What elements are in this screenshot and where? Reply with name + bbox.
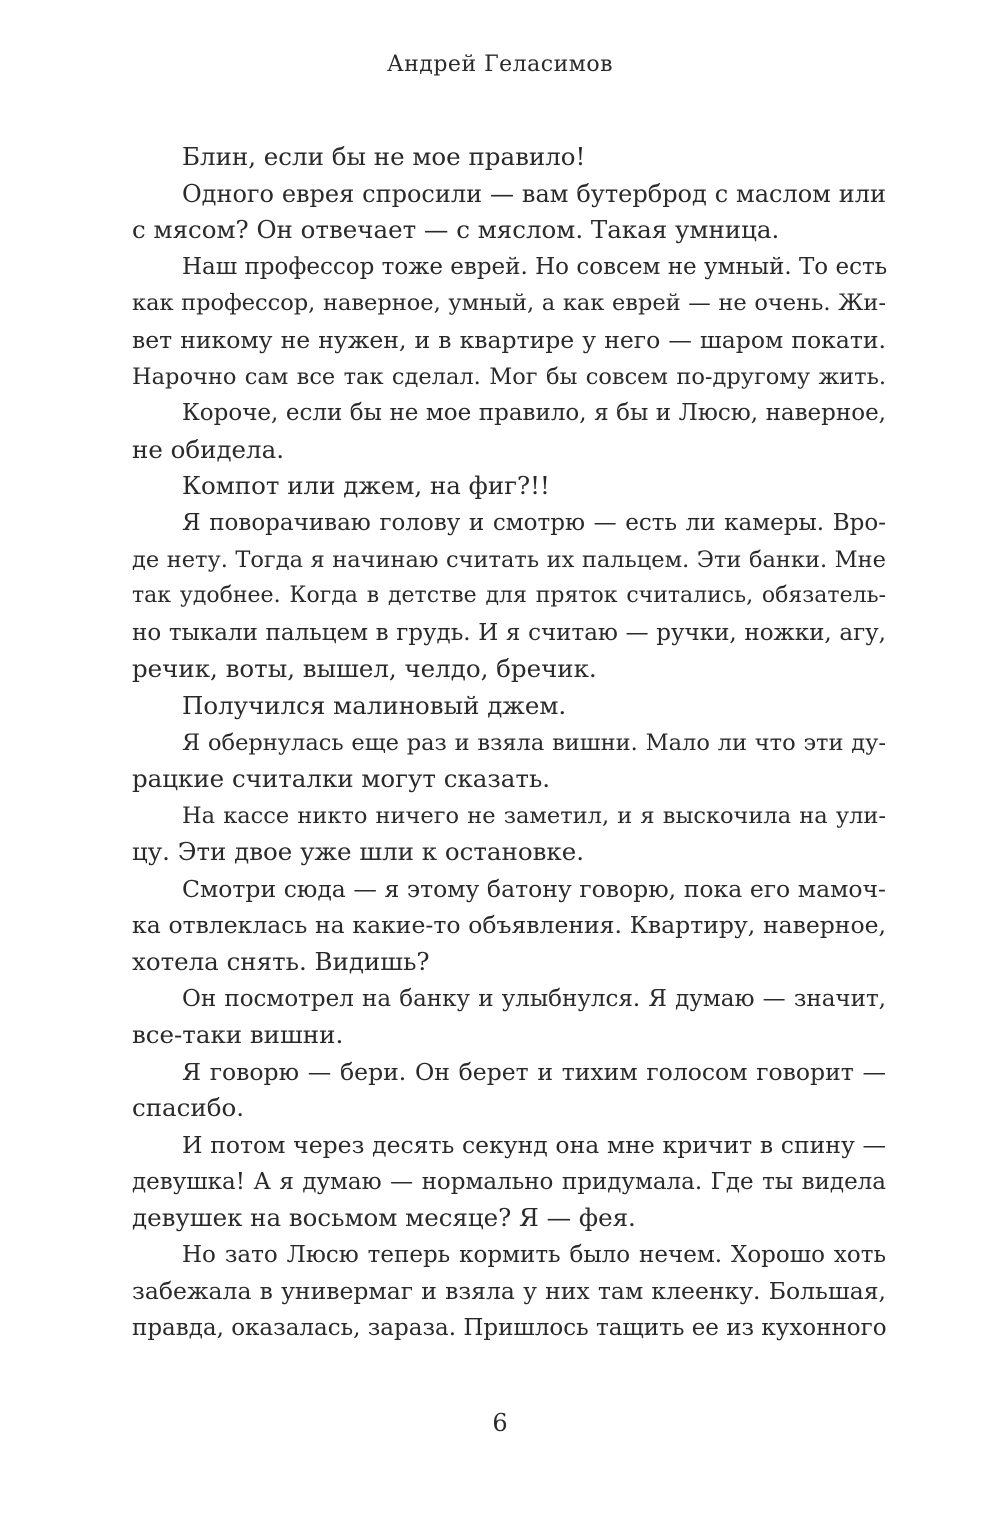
page-number: 6 bbox=[492, 1409, 508, 1437]
body-text bbox=[132, 139, 886, 1347]
text-line: Получился малиновый джем. bbox=[182, 690, 567, 720]
text-line: спасибо. bbox=[132, 1093, 244, 1123]
text-line: Я поворачиваю голову и смотрю — есть ли камеры. Вро- bbox=[182, 509, 886, 536]
text-line: цу. Эти двое уже шли к остановке. bbox=[132, 837, 584, 867]
text-line: Короче, если бы не мое правило, я бы и Люсю, наверное, bbox=[182, 400, 886, 427]
text-line: все-таки вишни. bbox=[132, 1020, 344, 1050]
text-line: как профессор, наверное, умный, а как еврей — не очень. Жи- bbox=[132, 290, 886, 317]
text-line: На кассе никто ничего не заметил, и я выскочила на ули- bbox=[182, 802, 886, 829]
text-line: забежала в универмаг и взяла у них там клеенку. Большая, bbox=[132, 1277, 886, 1306]
text-line: рацкие считалки могут сказать. bbox=[132, 764, 551, 794]
text-line: Смотри сюда — я этому батону говорю, пока его мамоч- bbox=[182, 874, 886, 903]
text-line: Блин, если бы не мое правило! bbox=[182, 142, 586, 171]
text-line: девушка! А я думаю — нормально придумала. Где ты видела bbox=[132, 1168, 886, 1195]
text-line: И потом через десять секунд она мне кричит в спину — bbox=[182, 1131, 886, 1160]
text-line: речик, воты, вышел, челдо, бречик. bbox=[132, 654, 597, 684]
text-line: Он посмотрел на банку и улыбнулся. Я думаю — значит, bbox=[182, 985, 886, 1012]
text-line: так удобнее. Когда в детстве для пряток считались, обязатель- bbox=[132, 583, 886, 609]
text-line: вет никому не нужен, и в квартире у него — шаром покати. bbox=[132, 325, 886, 354]
text-line: Но зато Люсю теперь кормить было нечем. Хорошо хоть bbox=[182, 1241, 886, 1268]
text-line: Одного еврея спросили — вам бутерброд с маслом или bbox=[182, 179, 886, 208]
text-line: правда, оказалась, зараза. Пришлось тащить ее из кухонного bbox=[132, 1315, 887, 1341]
text-line: с мясом? Он отвечает — с мяслом. Такая умница. bbox=[132, 215, 780, 245]
text-line: Я обернулась еще раз и взяла вишни. Мало ли что эти ду- bbox=[182, 729, 886, 756]
text-line: хотела снять. Видишь? bbox=[132, 947, 430, 977]
text-line: ка отвлеклась на какие-то объявления. Квартиру, наверное, bbox=[132, 911, 886, 940]
text-line: Нарочно сам все так сделал. Мог бы совсем по-другому жить. bbox=[132, 363, 886, 390]
text-line: но тыкали пальцем в грудь. И я считаю — ручки, ножки, агу, bbox=[132, 619, 886, 646]
text-line: Компот или джем, на фиг?!! bbox=[182, 471, 550, 501]
text-line: девушек на восьмом месяце? Я — фея. bbox=[132, 1203, 636, 1233]
text-line: де нету. Тогда я начинаю считать их пальцем. Эти банки. Мне bbox=[132, 546, 886, 573]
text-line: Наш профессор тоже еврей. Но совсем не умный. То есть bbox=[182, 253, 888, 280]
text-line: не обидела. bbox=[132, 434, 284, 464]
running-head-author: Андрей Геласимов bbox=[386, 52, 614, 77]
text-line: Я говорю — бери. Он берет и тихим голосом говорит — bbox=[182, 1057, 886, 1086]
